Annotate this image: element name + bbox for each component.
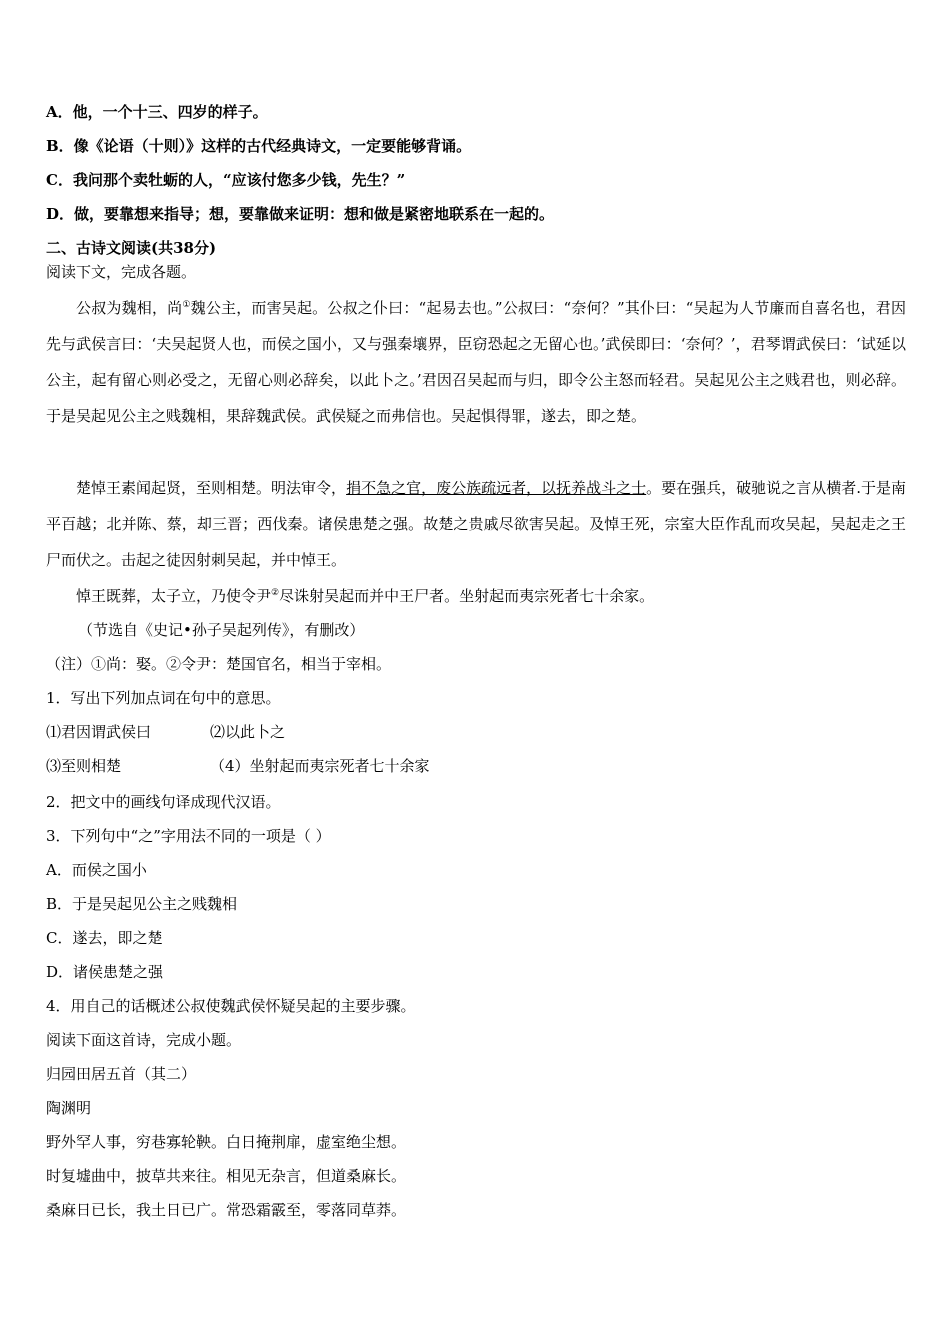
footnote-marker: ①: [182, 300, 191, 310]
question-3-option-a: A．而侯之国小: [46, 861, 147, 879]
underlined-sentence: 捐不急之官，废公族疏远者，以抚养战斗之士: [346, 479, 647, 497]
poem-author: 陶渊明: [46, 1099, 92, 1117]
question-3-option-c: C．遂去，即之楚: [46, 929, 163, 947]
passage-paragraph-3: [46, 578, 906, 614]
passage-text: 公叔为魏相，尚: [76, 299, 183, 317]
footnote-marker: ②: [271, 588, 280, 598]
question-1-item-4: （4）坐射起而夷宗死者七十余家: [210, 757, 430, 775]
question-1: 1．写出下列加点词在句中的意思。: [46, 689, 281, 707]
option-a: A．他，一个十三、四岁的样子。: [46, 103, 268, 121]
question-3: 3．下列句中“之”字用法不同的一项是（ ）: [46, 827, 331, 845]
option-b: B．像《论语（十则）》这样的古代经典诗文，一定要能够背诵。: [46, 137, 472, 155]
passage-text: 楚悼王素闻起贤，至则相楚。明法审令，: [76, 479, 347, 497]
poem-intro: 阅读下面这首诗，完成小题。: [46, 1031, 242, 1049]
question-4: 4．用自己的话概述公叔使魏武侯怀疑吴起的主要步骤。: [46, 997, 416, 1015]
question-1-item-3: ⑶至则相楚: [46, 757, 122, 775]
passage-text: 悼王既葬，太子立，乃使令尹: [76, 587, 272, 605]
poem-line-3: 桑麻日已长，我土日已广。常恐霜霰至，零落同草莽。: [46, 1201, 407, 1219]
notes: （注）①尚：娶。②令尹：楚国官名，相当于宰相。: [46, 655, 392, 673]
question-3-option-b: B．于是吴起见公主之贱魏相: [46, 895, 238, 913]
passage-source: （节选自《史记•孙子吴起列传》，有删改）: [78, 621, 365, 639]
passage-text: 尽诛射吴起而并中王尸者。坐射起而夷宗死者七十余家。: [279, 587, 655, 605]
question-2: 2．把文中的画线句译成现代汉语。: [46, 793, 281, 811]
reading-intro: 阅读下文，完成各题。: [46, 263, 197, 281]
passage-paragraph-2: [46, 470, 906, 578]
passage-text: 。要在强兵，破驰说之言从横者.于是南平百越；北并陈、蔡，却三晋；西伐秦。诸侯患楚之强。故楚之贵戚尽欲害吴起。及悼王死，宗室大臣作乱而攻吴起，吴起走之王尸而伏之。击起之徒因射刺吴起，并中悼王。: [46, 479, 906, 569]
option-d: D．做，要靠想来指导；想，要靠做来证明：想和做是紧密地联系在一起的。: [46, 205, 555, 223]
poem-line-2: 时复墟曲中，披草共来往。相见无杂言，但道桑麻长。: [46, 1167, 407, 1185]
poem-title: 归园田居五首（其二）: [46, 1065, 197, 1083]
section-title: 二、古诗文阅读(共38分): [46, 239, 217, 257]
option-c: C．我问那个卖牡蛎的人，“应该付您多少钱，先生？”: [46, 171, 406, 189]
poem-line-1: 野外罕人事，穷巷寡轮鞅。白日掩荆扉，虚室绝尘想。: [46, 1133, 407, 1151]
passage-paragraph-1: [46, 290, 906, 434]
passage-text: 魏公主，而害吴起。公叔之仆曰：“起易去也。”公叔曰：“奈何？”其仆曰：“吴起为人节廉而自喜名也，君因先与武侯言曰：‘夫吴起贤人也，而侯之国小，又与强秦壤界，臣窃恐起之无留心也。’武侯即曰：‘奈何？’，君琴谓武侯曰：‘试延以公主，起有留心则必受之，无留心则必辞矣，以此卜之。’君因召吴起而与归，即令公主怒而轻君。吴起见公主之贱君也，则必辞。于是吴起见公主之贱魏相，果辞魏武侯。武侯疑之而弗信也。吴起惧得罪，遂去，即之楚。: [46, 299, 906, 425]
question-1-item-2: ⑵以此卜之: [210, 723, 286, 741]
question-3-option-d: D．诸侯患楚之强: [46, 963, 164, 981]
question-1-item-1: ⑴君因谓武侯曰: [46, 723, 152, 741]
